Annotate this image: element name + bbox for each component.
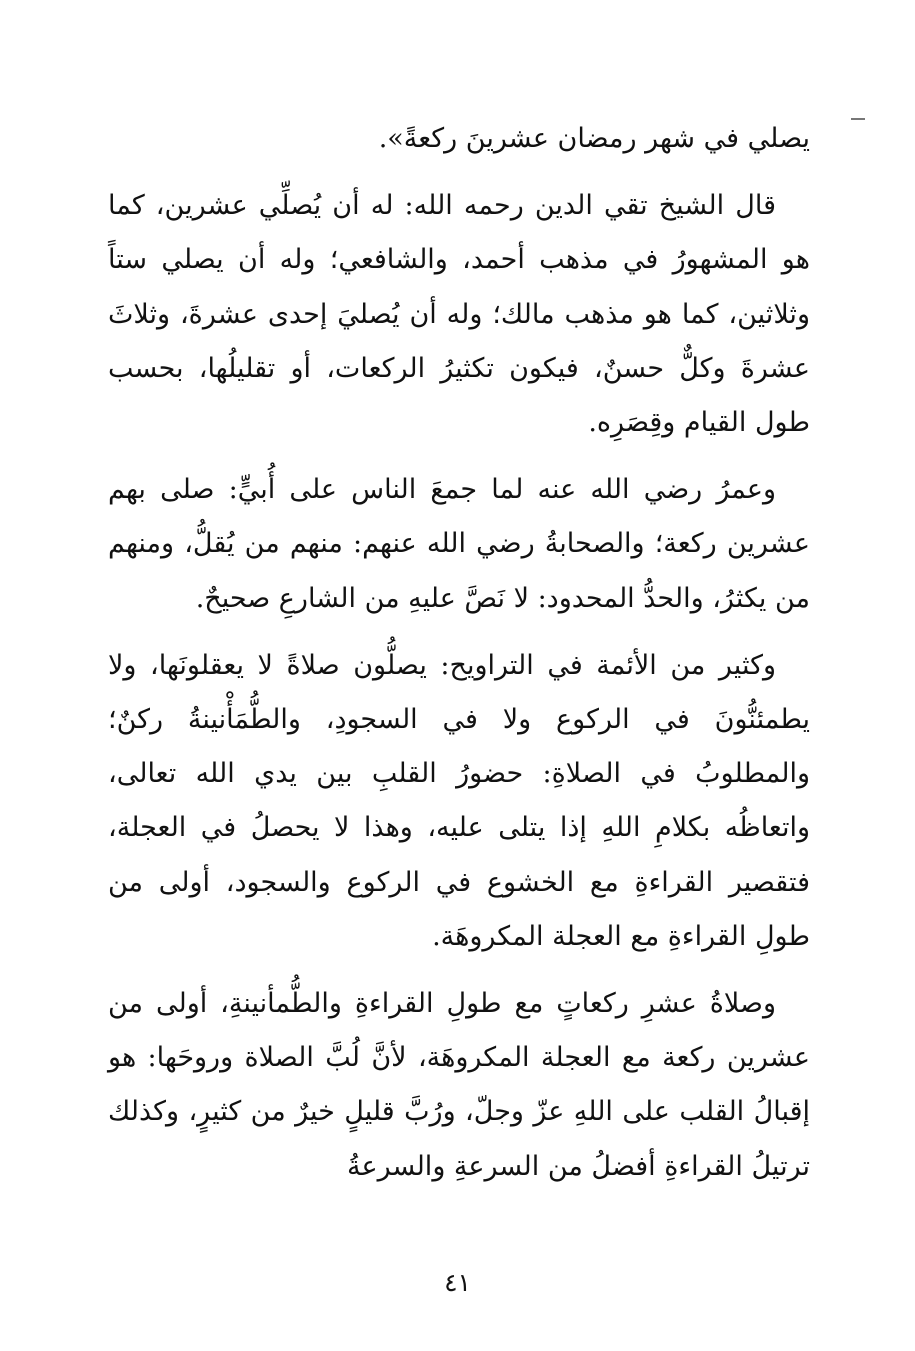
paragraph-5: وصلاةُ عشرِ ركعاتٍ مع طولِ القراءةِ والطُّمأنينةِ، أولى من عشرين ركعة مع العجلة المكروهَة، لأنَّ لُبَّ الصلاة وروحَها: هو إقبالُ القلب على اللهِ عزّ وجلّ، ورُبَّ قليلٍ خيرٌ من كثيرٍ، وكذلك ترتيلُ القراءةِ أفضلُ من السرعةِ والسرعةُ xyxy=(108,988,810,1182)
paragraph-3: وعمرُ رضي الله عنه لما جمعَ الناس على أُبيٍّ: صلى بهم عشرين ركعة؛ والصحابةُ رضي الله عنهم: منهم من يُقلُّ، ومنهم من يكثرُ، والحدُّ المحدود: لا نَصَّ عليهِ من الشارعِ صحيحٌ. xyxy=(108,474,810,614)
body-text xyxy=(108,112,810,1207)
paragraph-2: قال الشيخ تقي الدين رحمه الله: له أن يُصلِّي عشرين، كما هو المشهورُ في مذهب أحمد، والشافعي؛ وله أن يصلي ستاً وثلاثين، كما هو مذهب مالك؛ وله أن يُصليَ إحدى عشرةَ، وثلاثَ عشرةَ وكلٌّ حسنٌ، فيكون تكثيرُ الركعات، أو تقليلُها، بحسب طول القيام وقِصَرِه. xyxy=(108,190,810,439)
page-edge-mark xyxy=(851,118,865,120)
paragraph-1: يصلي في شهر رمضان عشرينَ ركعةً». xyxy=(378,123,810,154)
paragraph-4: وكثير من الأئمة في التراويح: يصلُّون صلاةً لا يعقلونَها، ولا يطمئنُّونَ في الركوع ولا في السجودِ، والطُّمَأْنينةُ ركنٌ؛ والمطلوبُ في الصلاةِ: حضورُ القلبِ بين يدي الله تعالى، واتعاظُه بكلامِ اللهِ إذا يتلى عليه، وهذا لا يحصلُ في العجلة، فتقصير القراءةِ مع الخشوع في الركوع والسجود، أولى من طولِ القراءةِ مع العجلة المكروهَة. xyxy=(108,649,810,952)
page-number: ٤١ xyxy=(444,1268,471,1297)
